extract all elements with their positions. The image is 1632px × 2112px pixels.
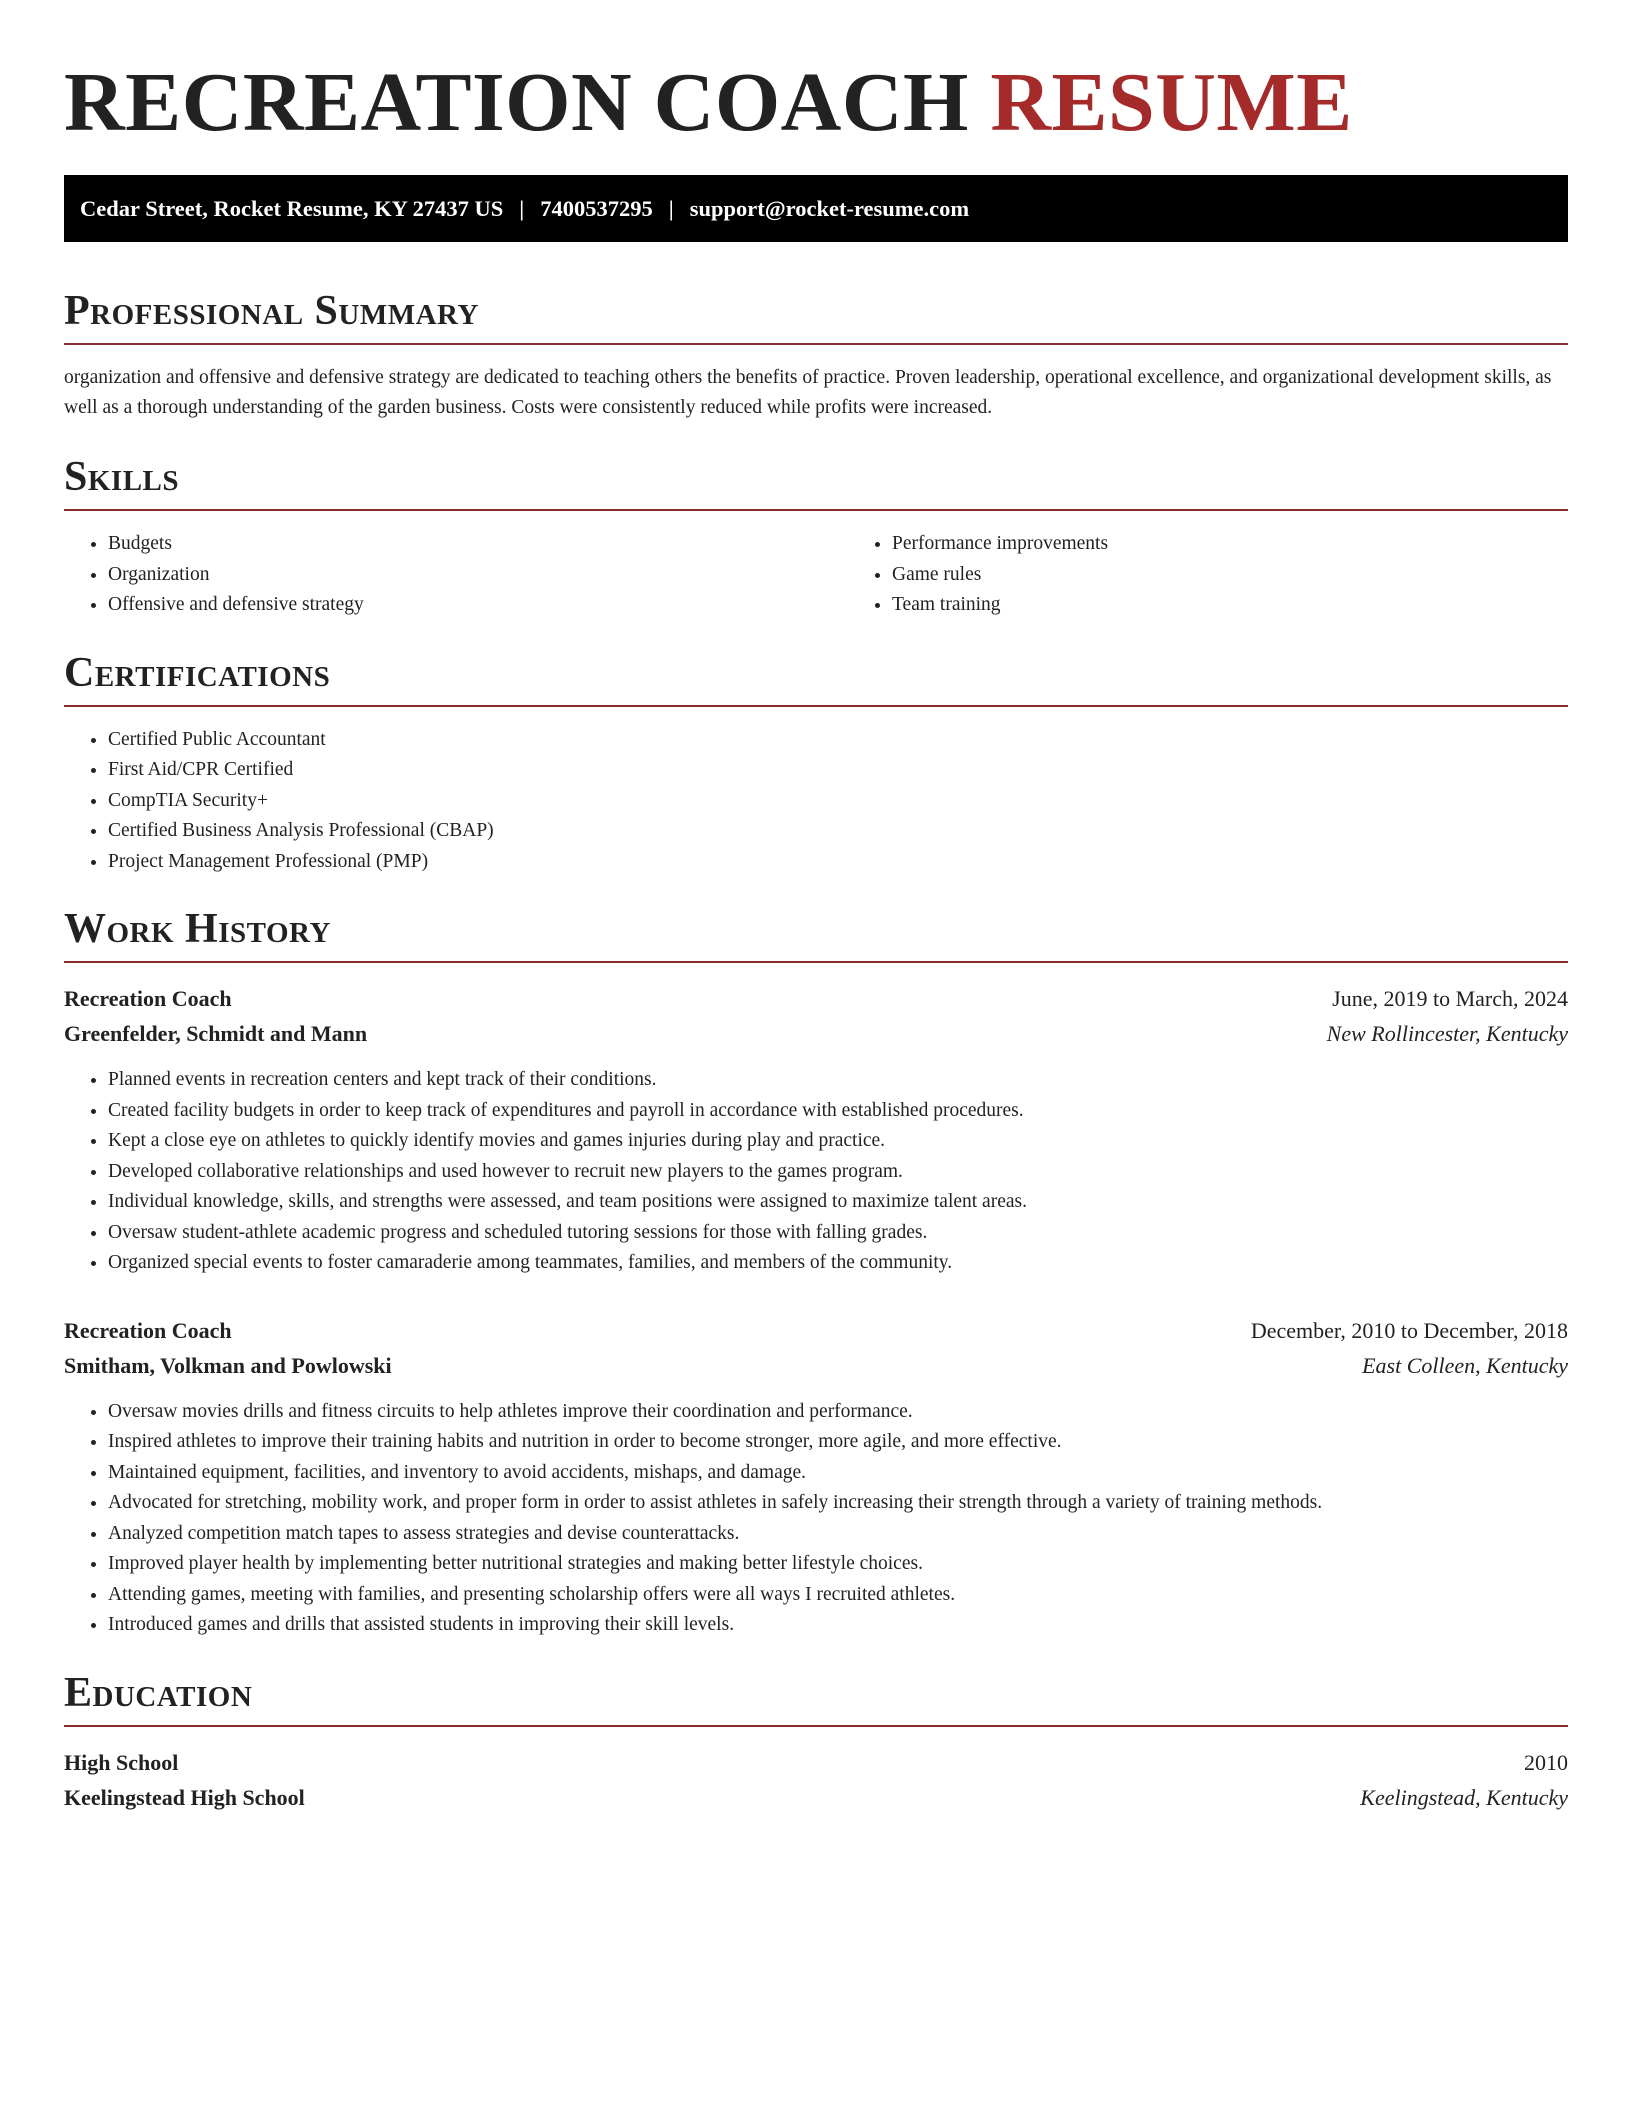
education-entry (64, 1745, 1568, 1815)
education-heading: Education (64, 1669, 253, 1716)
certification-item: • Certified Public Accountant (108, 725, 1568, 756)
certification-item: • Project Management Professional (PMP) (108, 847, 1568, 878)
contact-email: support@rocket-resume.com (689, 195, 970, 221)
summary-section (64, 287, 1568, 423)
education-year: 2010 (1524, 1749, 1568, 1775)
section-divider (64, 705, 1568, 707)
job-duty: • Introduced games and drills that assisted students in improving their skill levels. (108, 1610, 1568, 1641)
title-accent: RESUME (990, 56, 1353, 149)
title-main: RECREATION COACH (64, 56, 969, 149)
skill-item: • Organization (108, 560, 848, 591)
certification-item: • CompTIA Security+ (108, 786, 1568, 817)
contact-separator: | (519, 195, 525, 221)
job-duty: • Individual knowledge, skills, and strengths were assessed, and team positions were assigned to maximize talent areas. (108, 1187, 1568, 1218)
job-company-row (64, 1016, 1568, 1051)
job-duty: • Planned events in recreation centers and kept track of their conditions. (108, 1065, 1568, 1096)
education-degree: High School (64, 1749, 179, 1775)
job-duty: • Advocated for stretching, mobility work, and proper form in order to assist athletes in safely increasing their strength through a variety of training methods. (108, 1488, 1568, 1519)
summary-text: organization and offensive and defensive strategy are dedicated to teaching others the benefits of practice. Proven leadership, operational excellence, and organizational development skills, as well as a thorough understanding of the garden business. Costs were consistently reduced while profits were increased. (64, 367, 1552, 418)
contact-phone: 7400537295 (540, 195, 653, 221)
contact-address: Cedar Street, Rocket Resume, KY 27437 US (80, 195, 504, 221)
job-entry (64, 981, 1568, 1279)
job-duty: • Oversaw movies drills and fitness circuits to help athletes improve their coordination and performance. (108, 1397, 1568, 1428)
job-header-row (64, 981, 1568, 1016)
job-duty: • Created facility budgets in order to keep track of expenditures and payroll in accordance with established procedures. (108, 1096, 1568, 1127)
job-duty: • Organized special events to foster camaraderie among teammates, families, and members of the community. (108, 1248, 1568, 1279)
skill-item: • Team training (892, 590, 1632, 621)
job-title: Recreation Coach (64, 986, 232, 1011)
skill-item: • Offensive and defensive strategy (108, 590, 848, 621)
education-location: Keelingstead, Kentucky (1360, 1784, 1568, 1810)
job-duty: • Analyzed competition match tapes to assess strategies and devise counterattacks. (108, 1519, 1568, 1550)
skills-list-left (64, 529, 848, 621)
job-duty: • Kept a close eye on athletes to quickly identify movies and games injuries during play and practice. (108, 1126, 1568, 1157)
skills-heading: Skills (64, 454, 180, 500)
job-location: New Rollincester, Kentucky (1326, 1021, 1568, 1046)
work-history-section (64, 905, 1568, 1641)
job-duty: • Attending games, meeting with families, and presenting scholarship offers were all ways I recruited athletes. (108, 1580, 1568, 1611)
job-company: Greenfelder, Schmidt and Mann (64, 1021, 368, 1046)
job-duty: • Inspired athletes to improve their training habits and nutrition in order to become stronger, more agile, and more effective. (108, 1427, 1568, 1458)
job-company: Smitham, Volkman and Powlowski (64, 1352, 392, 1378)
certifications-list (64, 725, 1568, 878)
job-dates: December, 2010 to December, 2018 (1250, 1317, 1568, 1343)
job-duty: • Improved player health by implementing better nutritional strategies and making better lifestyle choices. (108, 1549, 1568, 1580)
summary-heading: Professional Summary (64, 288, 479, 334)
certifications-section (64, 649, 1568, 878)
resume-title (64, 0, 1568, 151)
job-entry (64, 1313, 1568, 1641)
job-dates: June, 2019 to March, 2024 (1332, 986, 1568, 1011)
job-duty: • Maintained equipment, facilities, and inventory to avoid accidents, mishaps, and damage. (108, 1458, 1568, 1489)
contact-separator: | (668, 195, 674, 221)
skill-item: • Budgets (108, 529, 848, 560)
job-company-row (64, 1348, 1568, 1383)
education-header-row (64, 1745, 1568, 1780)
skills-list-right (848, 529, 1632, 621)
job-header-row (64, 1313, 1568, 1348)
certification-item: • First Aid/CPR Certified (108, 755, 1568, 786)
job-duty: • Oversaw student-athlete academic progress and scheduled tutoring sessions for those with falling grades. (108, 1218, 1568, 1249)
education-school-row (64, 1780, 1568, 1815)
skills-section (64, 453, 1568, 621)
job-duties-list (64, 1397, 1568, 1641)
work-history-heading: Work History (64, 906, 331, 952)
skill-item: • Performance improvements (892, 529, 1632, 560)
job-duty: • Developed collaborative relationships and used however to recruit new players to the games program. (108, 1157, 1568, 1188)
job-title: Recreation Coach (64, 1317, 232, 1343)
job-location: East Colleen, Kentucky (1362, 1352, 1568, 1378)
education-school: Keelingstead High School (64, 1784, 305, 1810)
education-section (64, 1669, 1568, 1815)
skills-grid (64, 511, 1568, 621)
certification-item: • Certified Business Analysis Professional (CBAP) (108, 816, 1568, 847)
job-duties-list (64, 1065, 1568, 1279)
section-divider (64, 343, 1568, 345)
contact-bar (64, 175, 1568, 242)
skill-item: • Game rules (892, 560, 1632, 591)
section-divider (64, 1725, 1568, 1727)
section-divider (64, 961, 1568, 963)
certifications-heading: Certifications (64, 649, 331, 696)
